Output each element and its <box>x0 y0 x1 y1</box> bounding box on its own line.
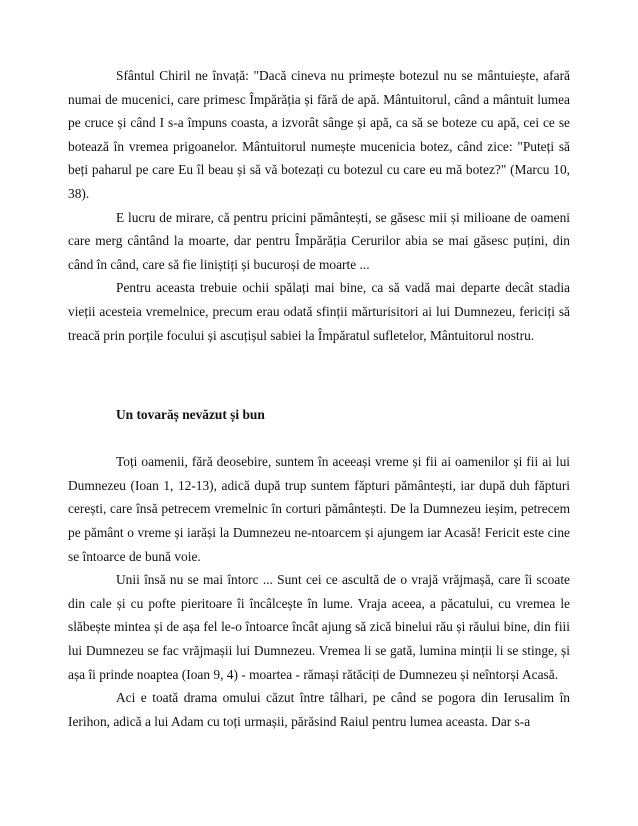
text-section-mucenicia <box>68 64 570 347</box>
paragraph: Toți oamenii, fără deosebire, suntem în aceeași vreme și fii ai oamenilor și fii ai lui Dumnezeu (Ioan 1, 12-13), adică după trup suntem făpturi pământești, iar după duh făpturi cerești, care însă petrecem vremelnic în corturi pământești. De la Dumnezeu ieșim, petrecem pe pământ o vreme și iarăși la Dumnezeu ne-ntoarcem și ajungem iar Acasă! Fericit este cine se întoarce de bună voie. <box>68 454 570 564</box>
text-section-tovaras <box>68 403 570 733</box>
paragraph: Pentru aceasta trebuie ochii spălați mai bine, ca să vadă mai departe decât stadia vieții acesteia vremelnice, precum erau odată sfinții mărturisitori ai lui Dumnezeu, fericiți să treacă prin porțile focului și ascuțișul sabiei la Împăratul sufletelor, Mântuitorul nostru. <box>68 280 570 343</box>
paragraph: Sfântul Chiril ne învață: "Dacă cineva nu primește botezul nu se mântuiește, afară numai de mucenici, care primesc Împărăția și fără de apă. Mântuitorul, când a mântuit lumea pe cruce și când I s-a împuns coasta, a izvorât sânge și apă, ca să se boteze cu apă, cei ce se botează în vremea prigoanelor. Mântuitorul numește mucenicia botez, când zice: "Puteți să beți paharul pe care Eu îl beau și să vă botezați cu botezul cu care eu mă botez?" (Marcu 10, 38). <box>68 68 570 201</box>
section-heading: Un tovarăș nevăzut și bun <box>116 407 265 422</box>
paragraph: Aci e toată drama omului căzut între tâlhari, pe când se pogora din Ierusalim în Ierihon, adică a lui Adam cu toți urmașii, părăsind Raiul pentru lumea aceasta. Dar s-a <box>68 690 570 729</box>
paragraph: Unii însă nu se mai întorc ... Sunt cei ce ascultă de o vrajă vrăjmașă, care îi scoate din cale și cu pofte pieritoare îi încâlcește în lume. Vraja aceea, a păcatului, cu vremea le slăbește mintea și de așa fel le-o întoarce încât ajung să zică binelui rău și răului bine, din fiii lui Dumnezeu se fac vrăjmașii lui Dumnezeu. Vremea li se gată, lumina minții li se stinge, și așa îi prinde noaptea (Ioan 9, 4) - moartea - rămași rătăciți de Dumnezeu și neîntorși Acasă. <box>68 572 570 682</box>
paragraph: E lucru de mirare, că pentru pricini pământești, se găsesc mii și milioane de oameni care merg cântând la moarte, dar pentru Împărăția Cerurilor abia se mai găsesc puțini, din când în când, care să fie liniștiți și bucuroși de moarte ... <box>68 209 570 272</box>
